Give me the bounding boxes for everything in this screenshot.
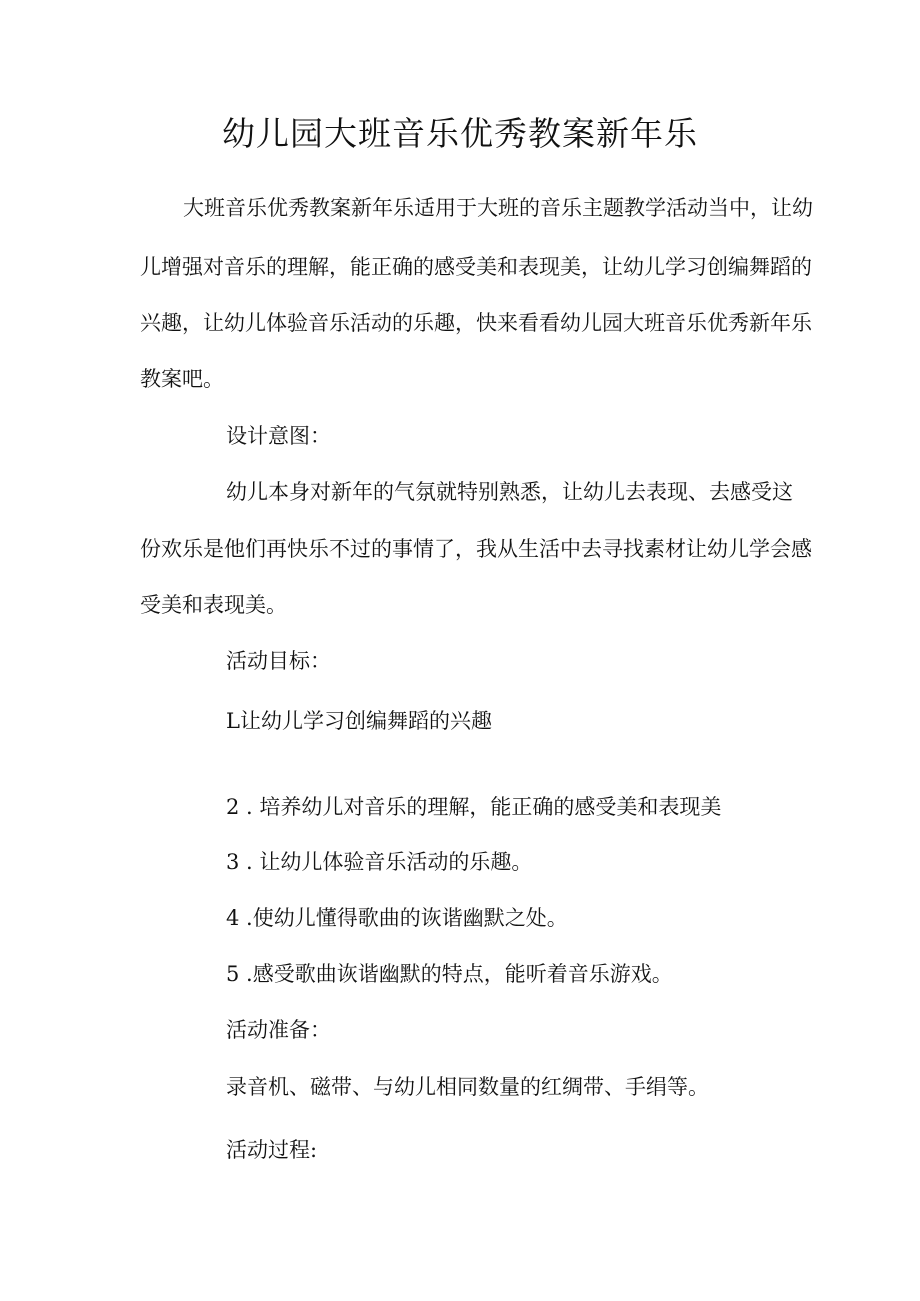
intro-line: 教案吧。 xyxy=(140,367,224,391)
intro-line: 大班音乐优秀教案新年乐适用于大班的音乐主题教学活动当中，让幼 xyxy=(183,196,813,220)
prep-text: 录音机、磁带、与幼儿相同数量的红绸带、手绢等。 xyxy=(226,1075,709,1099)
intro-line: 兴趣，让幼儿体验音乐活动的乐趣，快来看看幼儿园大班音乐优秀新年乐 xyxy=(140,311,812,335)
goal-item: 2 . 培养幼儿对音乐的理解，能正确的感受美和表现美 xyxy=(226,795,722,819)
design-line: 幼儿本身对新年的气氛就特别熟悉，让幼儿去表现、去感受这 xyxy=(226,480,793,504)
design-line: 份欢乐是他们再快乐不过的事情了，我从生活中去寻找素材让幼儿学会感 xyxy=(140,537,812,561)
goal-item: 3 . 让幼儿体验音乐活动的乐趣。 xyxy=(226,850,533,874)
goal-item: 4 .使幼儿懂得歌曲的诙谐幽默之处。 xyxy=(226,906,568,930)
design-line: 受美和表现美。 xyxy=(140,593,287,617)
intro-line: 儿增强对音乐的理解，能正确的感受美和表现美，让幼儿学习创编舞蹈的 xyxy=(140,255,812,279)
goal-item: 5 .感受歌曲诙谐幽默的特点，能听着音乐游戏。 xyxy=(226,962,673,986)
prep-heading: 活动准备： xyxy=(226,1018,331,1042)
document-title: 幼儿园大班音乐优秀教案新年乐 xyxy=(222,114,698,153)
goals-heading: 活动目标： xyxy=(226,649,331,673)
goal-item: L让幼儿学习创编舞蹈的兴趣 xyxy=(226,709,492,733)
design-heading: 设计意图： xyxy=(226,424,331,448)
process-heading: 活动过程: xyxy=(226,1138,318,1162)
